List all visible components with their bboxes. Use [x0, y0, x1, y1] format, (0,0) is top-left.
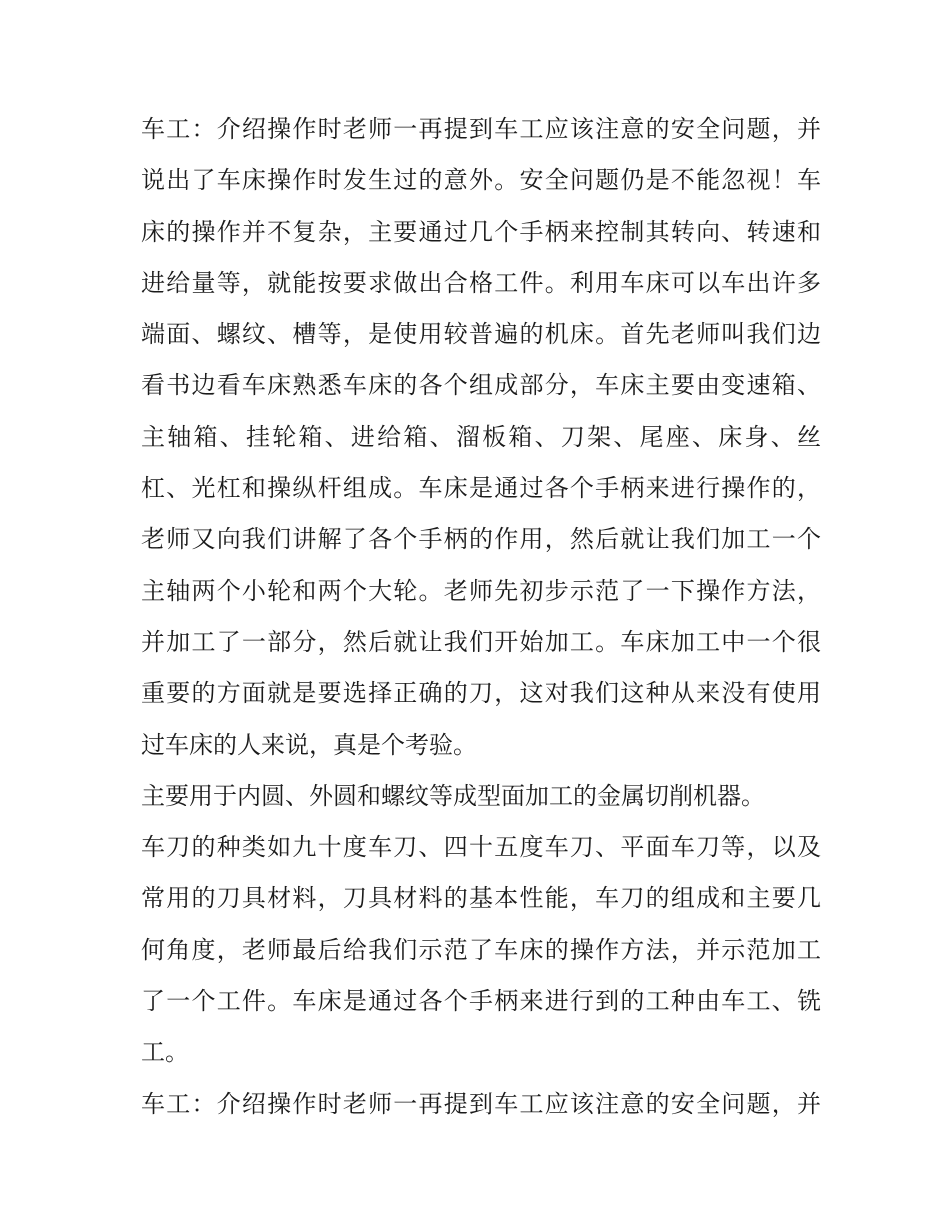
text-line: 了一个工件。车床是通过各个手柄来进行到的工种由车工、铣: [141, 987, 821, 1016]
text-line: 进给量等，就能按要求做出合格工件。利用车床可以车出许多: [141, 268, 821, 297]
text-line: 常用的刀具材料，刀具材料的基本性能，车刀的组成和主要几: [141, 884, 821, 913]
text-line: 老师又向我们讲解了各个手柄的作用，然后就让我们加工一个: [141, 525, 821, 554]
text-line: 杠、光杠和操纵杆组成。车床是通过各个手柄来进行操作的，: [141, 474, 821, 503]
text-line: 何角度，老师最后给我们示范了车床的操作方法，并示范加工: [141, 935, 821, 964]
text-line: 过车床的人来说，真是个考验。: [141, 730, 477, 759]
text-line: 端面、螺纹、槽等，是使用较普遍的机床。首先老师叫我们边: [141, 320, 821, 349]
text-line: 工。: [141, 1038, 189, 1067]
text-line: 主轴两个小轮和两个大轮。老师先初步示范了一下操作方法，: [141, 576, 821, 605]
paragraph: [141, 104, 821, 771]
paragraph: [141, 771, 821, 822]
text-line: 床的操作并不复杂，主要通过几个手柄来控制其转向、转速和: [141, 217, 821, 246]
text-line: 说出了车床操作时发生过的意外。安全问题仍是不能忽视！车: [141, 166, 821, 195]
text-line: 并加工了一部分，然后就让我们开始加工。车床加工中一个很: [141, 627, 821, 656]
text-line: 主要用于内圆、外圆和螺纹等成型面加工的金属切削机器。: [141, 781, 765, 810]
text-line: 重要的方面就是要选择正确的刀，这对我们这种从来没有使用: [141, 679, 821, 708]
body-text: [141, 104, 821, 1130]
paragraph: [141, 822, 821, 1078]
text-line: 主轴箱、挂轮箱、进给箱、溜板箱、刀架、尾座、床身、丝: [141, 422, 821, 451]
text-line: 车刀的种类如九十度车刀、四十五度车刀、平面车刀等，以及: [141, 833, 821, 862]
text-line: 车工：介绍操作时老师一再提到车工应该注意的安全问题，并: [141, 1089, 821, 1118]
paragraph: [141, 1079, 821, 1130]
text-line: 车工：介绍操作时老师一再提到车工应该注意的安全问题，并: [141, 115, 821, 143]
text-line: 看书边看车床熟悉车床的各个组成部分，车床主要由变速箱、: [141, 371, 821, 400]
